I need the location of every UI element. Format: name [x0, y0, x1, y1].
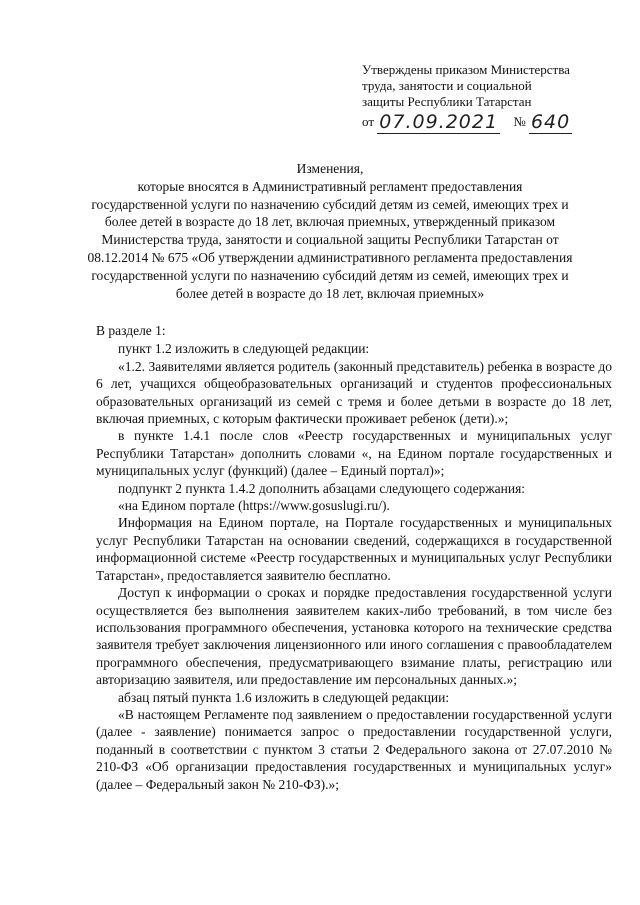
order-date-handwritten: 07.09.2021 [379, 111, 499, 133]
approval-line-2: труда, занятости и социальной [362, 78, 532, 93]
paragraph: в пункте 1.4.1 после слов «Реестр государственных и муниципальных услуг Республики Татарстан» дополнить словами «, на Едином портале государственных и муниципальных услуг (функций) (далее – Единый портал)»; [96, 428, 612, 479]
title-line: которые вносятся в Административный регламент предоставления [137, 178, 523, 194]
paragraph: пункт 1.2 изложить в следующей редакции: [118, 341, 370, 357]
order-number-handwritten: 640 [530, 111, 571, 133]
paragraph: «на Едином портале (https://www.gosuslugi.ru/). [118, 498, 390, 514]
approval-line-3: защиты Республики Татарстан [362, 94, 532, 109]
paragraph: абзац пятый пункта 1.6 изложить в следующей редакции: [118, 689, 450, 705]
title-line: более детей в возрасте до 18 лет, включая приемных, утвержденный приказом [104, 214, 556, 230]
title-line: 08.12.2014 № 675 «Об утверждении административного регламента предоставления [87, 249, 573, 265]
title-heading: Изменения, [296, 161, 364, 176]
date-prefix: от [362, 114, 375, 129]
title-line: государственной услуги по назначению субсидий детям из семей, имеющих трех и [91, 267, 569, 283]
approval-line-1: Утверждены приказом Министерства [362, 62, 570, 77]
paragraph: подпункт 2 пункта 1.4.2 дополнить абзацами следующего содержания: [118, 480, 526, 496]
paragraph-section: В разделе 1: [96, 323, 166, 338]
document-body [96, 322, 612, 793]
paragraph: Информация на Едином портале, на Портале государственных и муниципальных услуг Республики Татарстан на основании сведений, содержащихся в государственной информационной системе «Реестр государственных и муниципальных услуг Республики Татарстан», предоставляется заявителю бесплатно. [96, 515, 612, 583]
number-prefix: № [513, 114, 526, 129]
title-line: государственной услуги по назначению субсидий детям из семей, имеющих трех и [91, 196, 569, 212]
paragraph: Доступ к информации о сроках и порядке предоставления государственной услуги осуществляется без выполнения заявителем каких-либо требований, в том числе без использования программного обеспечения, установка которого на технические средства заявителя требует заключения лицензионного или иного соглашения с правообладателем программного обеспечения, предусматривающего взимание платы, регистрацию или авторизацию заявителя, или предоставление им персональных данных.»; [96, 585, 612, 688]
title-line: более детей в возрасте до 18 лет, включая приемных» [175, 285, 485, 301]
title-line: Министерства труда, занятости и социальной защиты Республики Татарстан от [101, 232, 559, 248]
approval-stamp-block [362, 62, 622, 133]
paragraph: «1.2. Заявителями является родитель (законный представитель) ребенка в возрасте до 6 лет, учащихся общеобразовательных организаций и студентов профессиональных образовательных организаций из семей с тремя и более детьми в возрасте до 18 лет, включая приемных, с которым фактически проживает ребенок (дети).»; [96, 358, 612, 427]
paragraph: «В настоящем Регламенте под заявлением о предоставлении государственной услуги (далее - заявление) понимается запрос о предоставлении государственной услуги, поданный в соответствии с пунктом 3 статьи 2 Федерального закона от 27.07.2010 № 210-ФЗ «Об организации предоставления государственных и муниципальных услуг» (далее – Федеральный закон № 210-ФЗ).»; [96, 706, 612, 792]
document-title [70, 160, 590, 302]
order-date-number-line [362, 111, 622, 133]
